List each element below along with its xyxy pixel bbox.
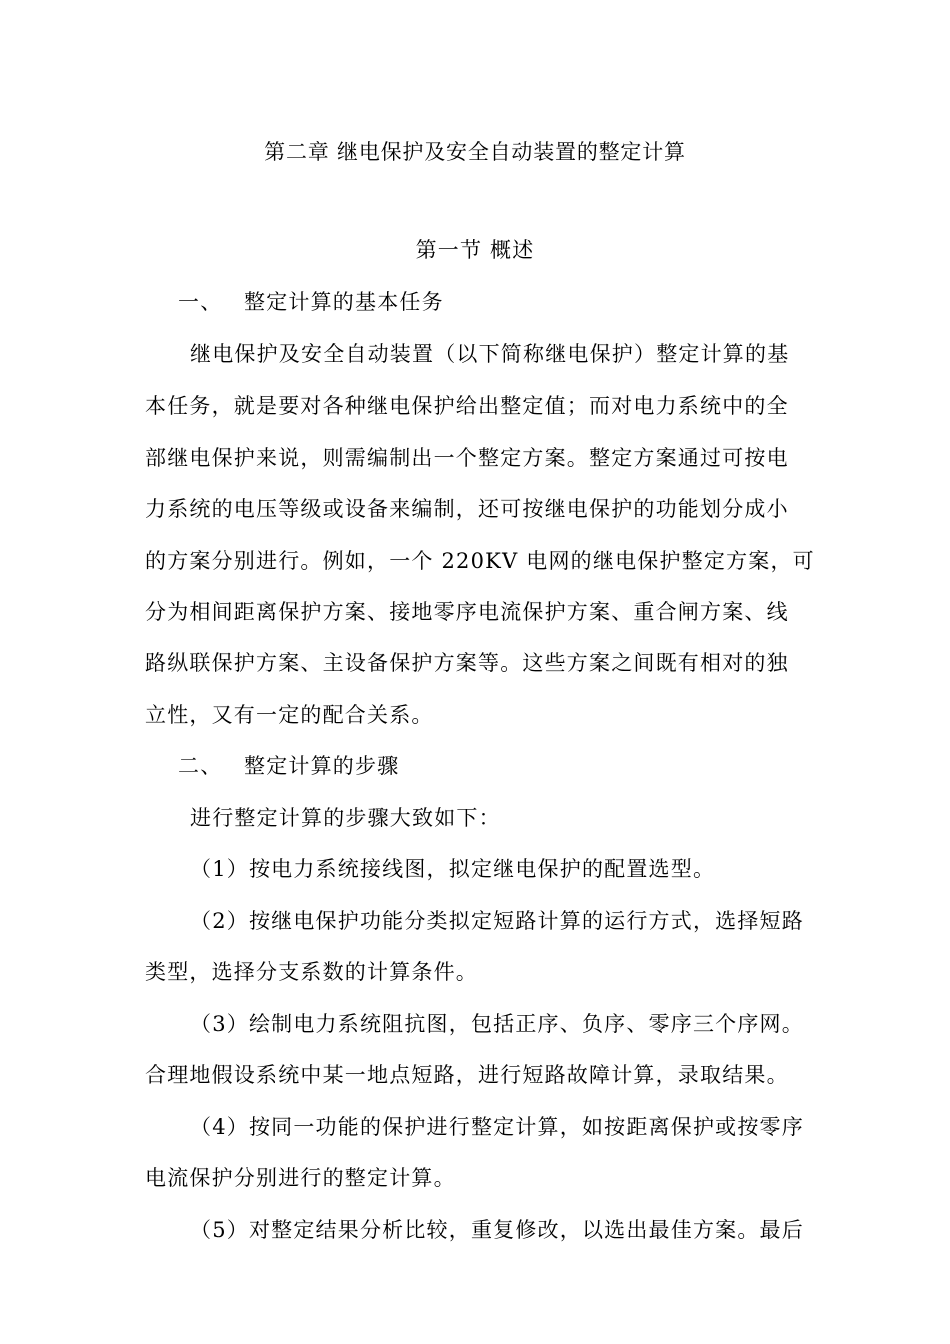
steps-intro: 进行整定计算的步骤大致如下： — [190, 806, 501, 830]
heading-2-text: 整定计算的步骤 — [244, 754, 400, 778]
paragraph-line: 部继电保护来说，则需编制出一个整定方案。整定方案通过可按电 — [145, 446, 789, 470]
heading-1-number: 一、 — [178, 290, 223, 314]
heading-1-text: 整定计算的基本任务 — [244, 290, 444, 314]
chapter-title: 第二章 继电保护及安全自动装置的整定计算 — [264, 140, 686, 164]
paragraph-line: 分为相间距离保护方案、接地零序电流保护方案、重合闸方案、线 — [145, 600, 789, 624]
heading-2-number: 二、 — [178, 754, 223, 778]
step-line: 电流保护分别进行的整定计算。 — [145, 1166, 456, 1190]
section-title: 第一节 概述 — [415, 238, 535, 262]
paragraph-line: 继电保护及安全自动装置（以下简称继电保护）整定计算的基 — [190, 342, 790, 366]
paragraph-line: 路纵联保护方案、主设备保护方案等。这些方案之间既有相对的独 — [145, 651, 789, 675]
paragraph-line: 本任务，就是要对各种继电保护给出整定值；而对电力系统中的全 — [145, 394, 789, 418]
step-line: （4）按同一功能的保护进行整定计算，如按距离保护或按零序 — [190, 1115, 804, 1139]
step-line: （1）按电力系统接线图，拟定继电保护的配置选型。 — [190, 857, 716, 881]
paragraph-line: 力系统的电压等级或设备来编制，还可按继电保护的功能划分成小 — [145, 497, 789, 521]
step-line: 合理地假设系统中某一地点短路，进行短路故障计算，录取结果。 — [145, 1063, 789, 1087]
step-line: （3）绘制电力系统阻抗图，包括正序、负序、零序三个序网。 — [190, 1012, 804, 1036]
paragraph-line: 立性，又有一定的配合关系。 — [145, 703, 434, 727]
step-line: 类型，选择分支系数的计算条件。 — [145, 960, 478, 984]
step-line: （2）按继电保护功能分类拟定短路计算的运行方式，选择短路 — [190, 909, 804, 933]
paragraph-line: 的方案分别进行。例如，一个 220KV 电网的继电保护整定方案，可 — [145, 549, 815, 573]
step-line: （5）对整定结果分析比较，重复修改，以选出最佳方案。最后 — [190, 1218, 804, 1242]
